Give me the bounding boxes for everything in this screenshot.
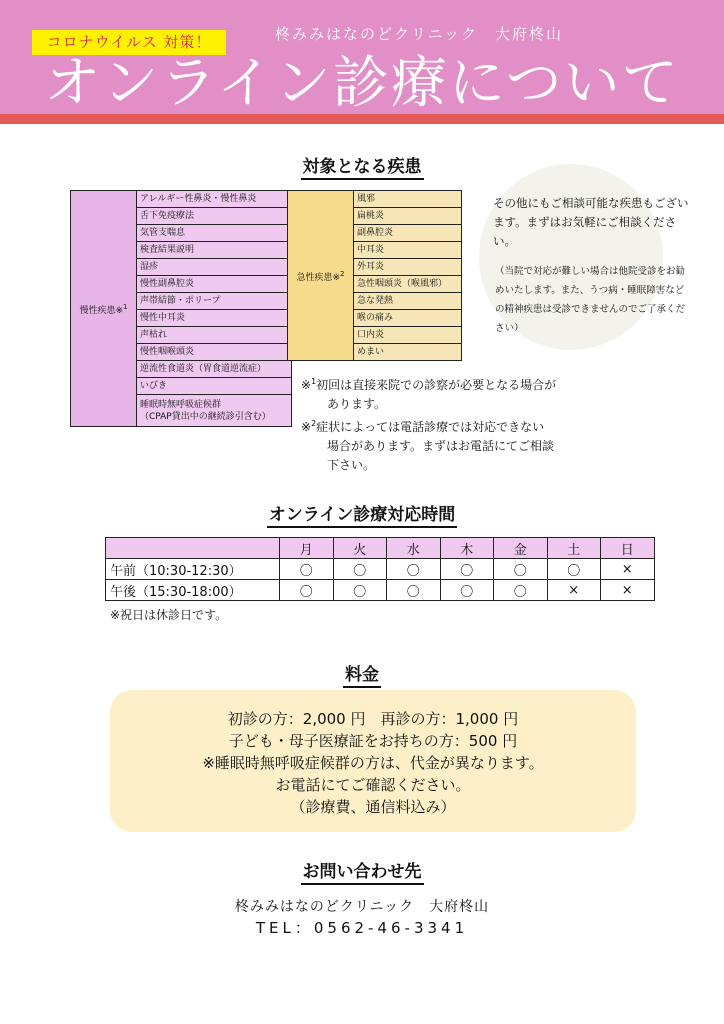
contact-phone[interactable]: TEL：0562-46-3341 (255, 919, 469, 937)
contact-clinic-name: 柊みみはなのどクリニック 大府柊山 (234, 899, 490, 915)
acute-disease-item: 口内炎 (354, 327, 462, 344)
footnote-2-cont2: 下さい。 (327, 458, 376, 472)
schedule-cell: 〇 (547, 559, 601, 580)
acute-disease-item: 喉の痛み (354, 310, 462, 327)
acute-disease-item: 急性咽頭炎（喉風邪） (354, 276, 462, 293)
consultation-note: その他にもご相談可能な疾患もございます。まずはお気軽にご相談ください。 (493, 196, 689, 248)
fees-text (110, 708, 636, 818)
footnote-1-cont: あります。 (327, 397, 387, 411)
schedule-cell: 〇 (280, 559, 334, 580)
footnote-1: ※$^1$初回は直接来院での診察が必要となる場合が (301, 377, 557, 392)
corona-badge: コロナウイルス 対策！ (32, 30, 226, 55)
schedule-cell: 〇 (387, 559, 441, 580)
schedule-table (105, 537, 655, 601)
fee-first-visit: 初診の方：2,000 円 再診の方：1,000 円 (227, 710, 519, 728)
acute-disease-item: 外耳炎 (354, 259, 462, 276)
schedule-day-header: 火 (333, 538, 387, 559)
fee-confirm: お電話にてご確認ください。 (275, 776, 471, 794)
fee-sleep-apnea: ※睡眠時無呼吸症候群の方は、代金が異なります。 (202, 754, 544, 772)
chronic-category-label: 慢性疾患※$^1$ (71, 191, 137, 427)
schedule-corner (106, 538, 280, 559)
clinic-name-header: 柊みみはなのどクリニック 大府柊山 (274, 25, 564, 43)
schedule-day-header: 金 (494, 538, 548, 559)
holiday-note: ※祝日は休診日です。 (110, 608, 228, 622)
schedule-cell: 〇 (440, 580, 494, 601)
page-title: オンライン診療について (44, 51, 680, 116)
acute-disease-table (287, 190, 462, 361)
schedule-day-header: 土 (547, 538, 601, 559)
chronic-disease-item: 気管支喘息 (137, 225, 292, 242)
schedule-cell: 〇 (280, 580, 334, 601)
schedule-cell: 〇 (494, 559, 548, 580)
chronic-disease-item: 慢性咽喉頭炎 (137, 344, 292, 361)
acute-disease-item: めまい (354, 344, 462, 361)
chronic-disease-item: 慢性中耳炎 (137, 310, 292, 327)
schedule-row-label: 午後（15:30-18:00） (106, 580, 280, 601)
chronic-disease-item: 声枯れ (137, 327, 292, 344)
contact-heading: お問い合わせ先 (0, 857, 724, 882)
schedule-day-header: 木 (440, 538, 494, 559)
fee-included: （診療費、通信料込み） (290, 798, 456, 816)
schedule-cell: × (601, 580, 655, 601)
schedule-cell: 〇 (333, 580, 387, 601)
acute-disease-item: 急な発熱 (354, 293, 462, 310)
footnotes (301, 372, 611, 475)
schedule-cell: 〇 (440, 559, 494, 580)
chronic-disease-item: 声帯結節・ポリープ (137, 293, 292, 310)
chronic-disease-item: いびき (137, 378, 292, 395)
schedule-day-header: 日 (601, 538, 655, 559)
footnote-2: ※$^2$症状によっては電話診療では対応できない (301, 419, 545, 434)
chronic-disease-item: 慢性副鼻腔炎 (137, 276, 292, 293)
schedule-cell: × (547, 580, 601, 601)
schedule-row-label: 午前（10:30-12:30） (106, 559, 280, 580)
footnote-2-cont: 場合があります。まずはお電話にてご相談 (327, 439, 555, 453)
chronic-disease-item: 湿疹 (137, 259, 292, 276)
schedule-cell: 〇 (494, 580, 548, 601)
schedule-cell: 〇 (387, 580, 441, 601)
acute-disease-item: 副鼻腔炎 (354, 225, 462, 242)
schedule-heading: オンライン診療対応時間 (0, 500, 724, 525)
acute-category-label: 急性疾患※$^2$ (288, 191, 354, 361)
schedule-day-header: 月 (280, 538, 334, 559)
schedule-cell: 〇 (333, 559, 387, 580)
chronic-disease-item: アレルギー性鼻炎・慢性鼻炎 (137, 191, 292, 208)
chronic-disease-item: 睡眠時無呼吸症候群 （CPAP貸出中の継続診引含む） (137, 395, 292, 427)
acute-disease-item: 扁桃炎 (354, 208, 462, 225)
fee-children: 子ども・母子医療証をお持ちの方：500 円 (228, 732, 518, 750)
diseases-heading: 対象となる疾患 (0, 152, 724, 177)
chronic-disease-item: 舌下免疫療法 (137, 208, 292, 225)
schedule-day-header: 水 (387, 538, 441, 559)
chronic-disease-item: 検査結果説明 (137, 242, 292, 259)
consultation-subnote: （当院で対応が難しい場合は他院受診をお勧めいたします。また、うつ病・睡眠障害などの精神疾患は受診できませんのでご了承ください） (495, 266, 686, 334)
acute-disease-item: 風邪 (354, 191, 462, 208)
schedule-cell: × (601, 559, 655, 580)
fees-heading: 料金 (0, 660, 724, 685)
acute-disease-item: 中耳炎 (354, 242, 462, 259)
chronic-disease-table (70, 190, 292, 427)
chronic-disease-item: 逆流性食道炎（胃食道逆流症） (137, 361, 292, 378)
